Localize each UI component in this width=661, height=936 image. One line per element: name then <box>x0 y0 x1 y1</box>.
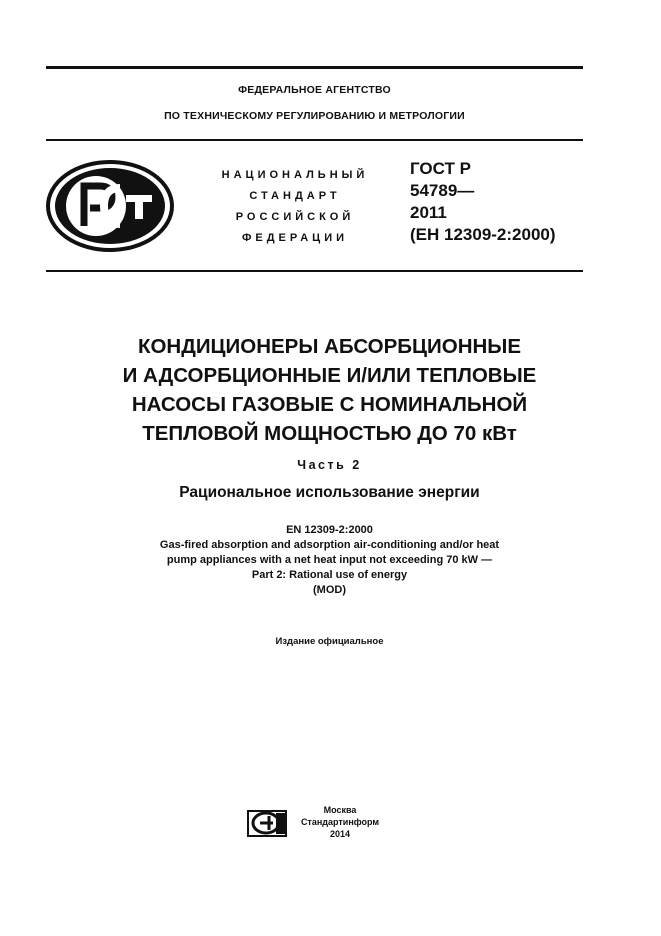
title-line1: КОНДИЦИОНЕРЫ АБСОРБЦИОННЫЕ <box>137 335 522 358</box>
document-title <box>46 332 613 448</box>
publisher-name: Стандартинформ <box>300 817 380 827</box>
standard-type-line3: РОССИЙСКОЙ <box>235 211 355 223</box>
standard-type <box>200 165 390 249</box>
agency-name-line2: ПО ТЕХНИЧЕСКОМУ РЕГУЛИРОВАНИЮ И МЕТРОЛОГИИ <box>164 110 465 122</box>
english-title <box>46 523 613 598</box>
rst-certification-logo-icon <box>46 160 174 252</box>
standard-type-line4: ФЕДЕРАЦИИ <box>241 232 349 244</box>
standard-type-line2: СТАНДАРТ <box>249 190 341 202</box>
edition-note: Издание официальное <box>275 636 384 647</box>
en-title-line2: pump appliances with a net heat input not exceeding 70 kW — <box>166 554 493 566</box>
designation-line1: ГОСТ Р <box>410 159 471 178</box>
en-title-line4: (MOD) <box>313 584 346 596</box>
title-line3: НАСОСЫ ГАЗОВЫЕ С НОМИНАЛЬНОЙ <box>131 393 528 416</box>
title-block-rule <box>46 270 583 272</box>
en-title-line3: Part 2: Rational use of energy <box>251 569 408 581</box>
en-title-line1: Gas-fired absorption and adsorption air-conditioning and/or heat <box>159 539 500 551</box>
top-rule <box>46 66 583 69</box>
designation-line3: 2011 <box>410 203 447 222</box>
publisher-city: Москва <box>323 805 357 815</box>
title-line2: И АДСОРБЦИОННЫЕ И/ИЛИ ТЕПЛОВЫЕ <box>122 364 537 387</box>
agency-name-line1: ФЕДЕРАЛЬНОЕ АГЕНТСТВО <box>238 84 391 96</box>
standard-type-line1: НАЦИОНАЛЬНЫЙ <box>221 169 369 181</box>
standartinform-logo-icon <box>246 808 288 838</box>
part-title: Рациональное использование энергии <box>179 484 480 501</box>
publication-year: 2014 <box>329 829 351 839</box>
standard-designation <box>410 158 556 246</box>
publisher-imprint <box>300 804 380 840</box>
en-standard-code: EN 12309-2:2000 <box>286 524 373 536</box>
designation-line4: (ЕН 12309-2:2000) <box>410 225 556 244</box>
header-rule <box>46 139 583 141</box>
designation-line2: 54789— <box>410 181 475 200</box>
title-line4: ТЕПЛОВОЙ МОЩНОСТЬЮ ДО 70 кВт <box>142 422 517 445</box>
part-number: Часть 2 <box>297 458 362 472</box>
